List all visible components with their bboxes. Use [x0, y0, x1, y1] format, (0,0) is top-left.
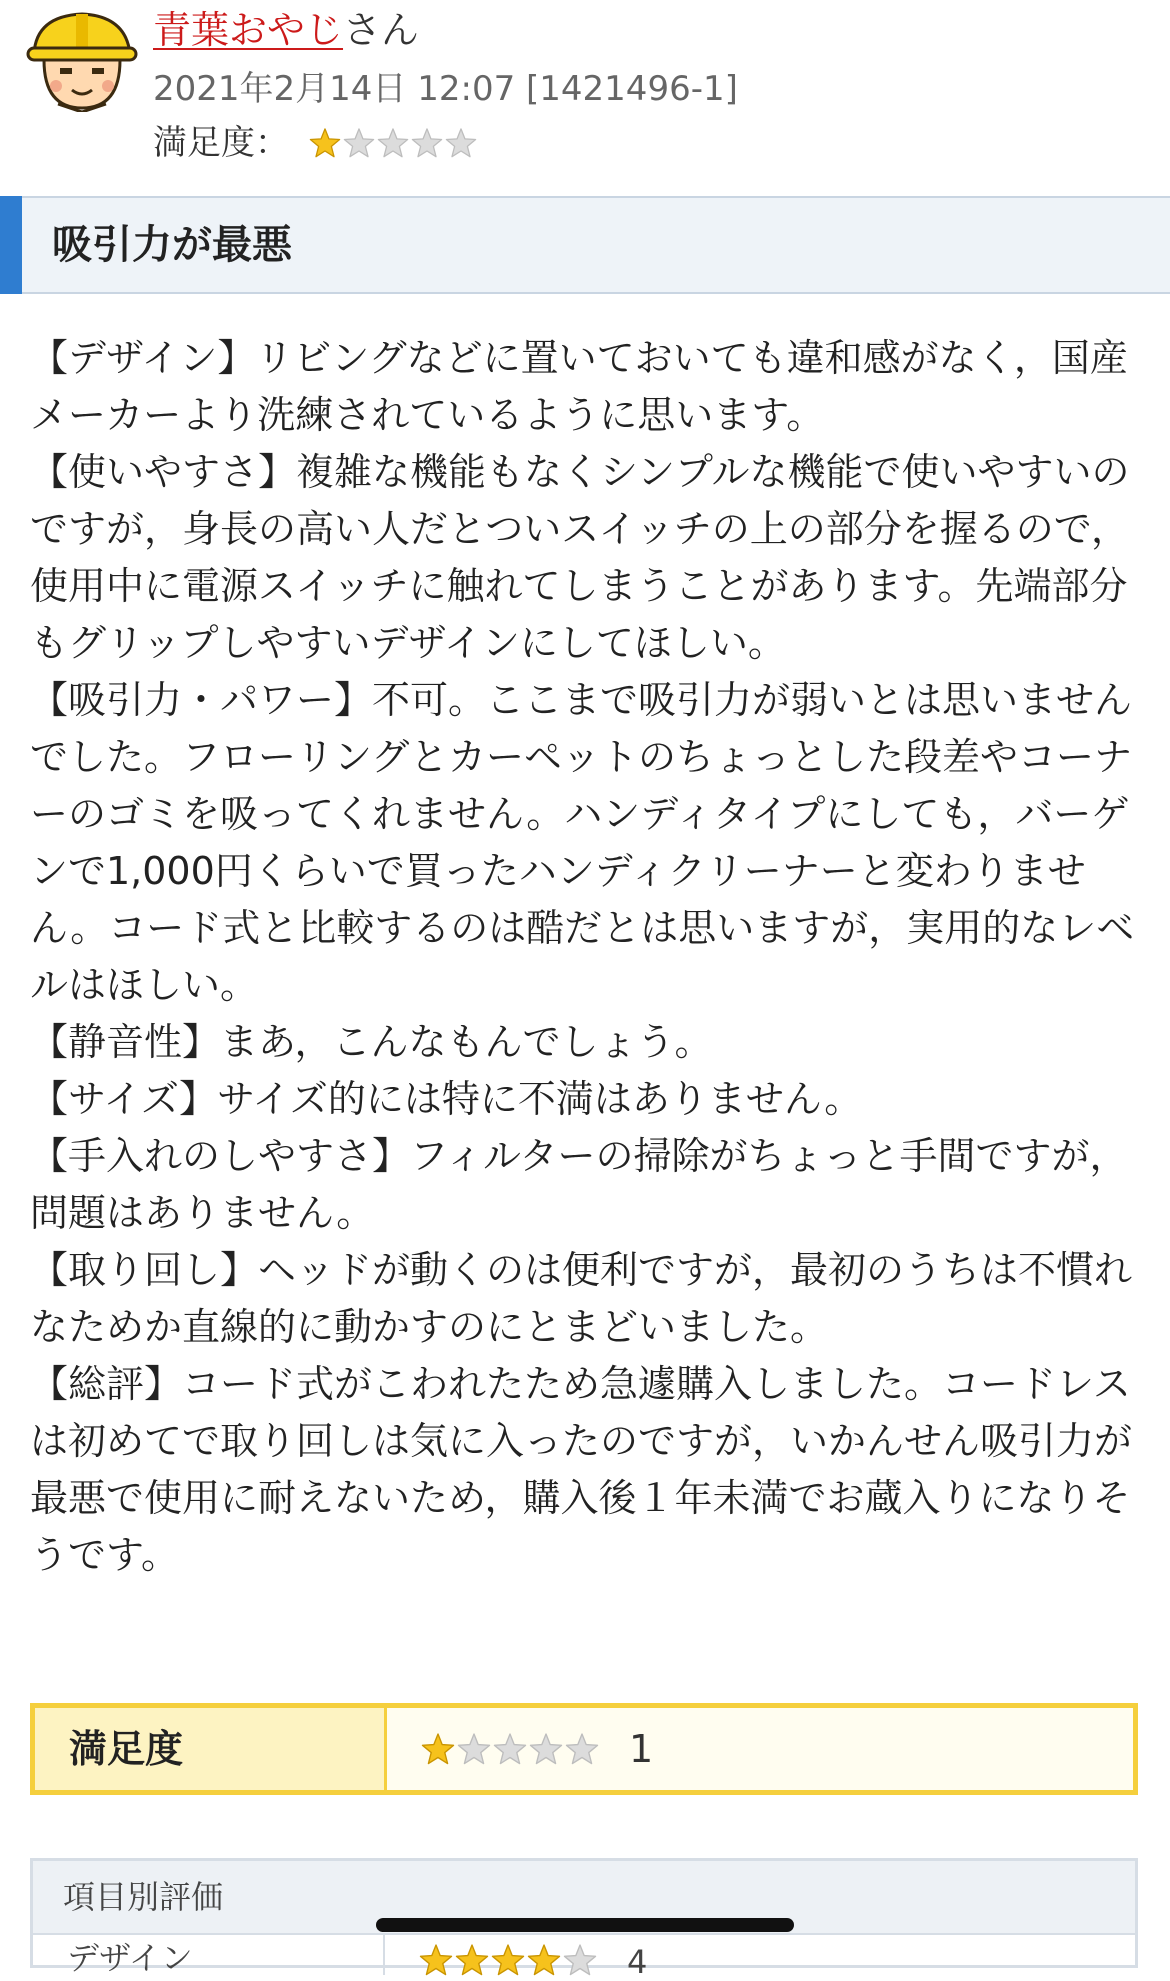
star-filled-icon	[419, 1943, 453, 1977]
satisfaction-summary-table	[30, 1703, 1138, 1795]
star-empty-icon	[563, 1943, 597, 1977]
item-star-rating	[419, 1943, 599, 1977]
review-title-bar	[0, 196, 1170, 294]
review-meta: 2021年2月14日 12:07 [1421496-1]	[153, 69, 738, 109]
reviewer-line	[153, 4, 419, 56]
star-empty-icon	[493, 1732, 527, 1766]
item-ratings-header: 項目別評価	[33, 1861, 1135, 1935]
header-star-rating	[309, 127, 479, 159]
star-filled-icon	[421, 1732, 455, 1766]
star-filled-icon	[527, 1943, 561, 1977]
star-filled-icon	[491, 1943, 525, 1977]
item-rating-row	[33, 1935, 1135, 1981]
star-empty-icon	[411, 127, 443, 159]
review-paragraph-handling: 【取り回し】ヘッドが動くのは便利ですが，最初のうちは不慣れなためか直線的に動かすのにとまどいました。	[30, 1248, 1133, 1349]
review-header	[0, 0, 1170, 190]
review-paragraph-design: 【デザイン】リビングなどに置いておいても違和感がなく，国産メーカーより洗練されているように思います。	[30, 336, 1128, 437]
title-accent-bar	[0, 196, 22, 294]
summary-value-cell	[387, 1708, 1133, 1790]
review-paragraph-noise: 【静音性】まあ，こんなもんでしょう。	[30, 1020, 713, 1064]
star-filled-icon	[455, 1943, 489, 1977]
header-satisfaction	[153, 118, 479, 168]
reviewer-name-link[interactable]: 青葉おやじ	[153, 8, 344, 52]
review-paragraph-overall: 【総評】コード式がこわれたため急遽購入しました。コードレスは初めてで取り回しは気に入ったのですが，いかんせん吸引力が最悪で使用に耐えないため，購入後１年未満でお蔵入りになりそうです。	[30, 1362, 1133, 1577]
satisfaction-label: 満足度：	[153, 123, 289, 163]
review-title: 吸引力が最悪	[52, 222, 292, 268]
star-empty-icon	[343, 127, 375, 159]
star-filled-icon	[309, 127, 341, 159]
item-rating-value-cell	[385, 1935, 1135, 1981]
reviewer-avatar-icon[interactable]	[26, 8, 138, 112]
summary-score: 1	[629, 1727, 654, 1771]
reviewer-honorific: さん	[343, 8, 420, 52]
summary-star-rating	[421, 1732, 601, 1766]
review-paragraph-suction: 【吸引力・パワー】不可。ここまで吸引力が弱いとは思いませんでした。フローリングとカーペットのちょっとした段差やコーナーのゴミを吸ってくれません。ハンディタイプにしても，バーゲンで1,000円くらいで買ったハンディクリーナーと変わりません。コード式と比較するのは酷だとは思いますが，実用的なレベルはほしい。	[30, 678, 1135, 1007]
star-empty-icon	[445, 127, 477, 159]
review-paragraph-size: 【サイズ】サイズ的には特に不満はありません。	[30, 1077, 863, 1121]
star-empty-icon	[529, 1732, 563, 1766]
summary-label: 満足度	[35, 1708, 387, 1790]
review-paragraph-usability: 【使いやすさ】複雑な機能もなくシンプルな機能で使いやすいのですが，身長の高い人だとついスイッチの上の部分を握るので，使用中に電源スイッチに触れてしまうことがあります。先端部分もグリップしやすいデザインにしてほしい。	[30, 450, 1130, 665]
review-body	[30, 330, 1148, 1584]
star-empty-icon	[377, 127, 409, 159]
item-rating-label: デザイン	[33, 1935, 385, 1975]
home-indicator[interactable]	[376, 1918, 794, 1932]
star-empty-icon	[565, 1732, 599, 1766]
star-empty-icon	[457, 1732, 491, 1766]
item-ratings-table	[30, 1858, 1138, 1981]
item-rating-score: 4	[627, 1943, 648, 1981]
review-paragraph-maintenance: 【手入れのしやすさ】フィルターの掃除がちょっと手間ですが，問題はありません。	[30, 1134, 1128, 1235]
